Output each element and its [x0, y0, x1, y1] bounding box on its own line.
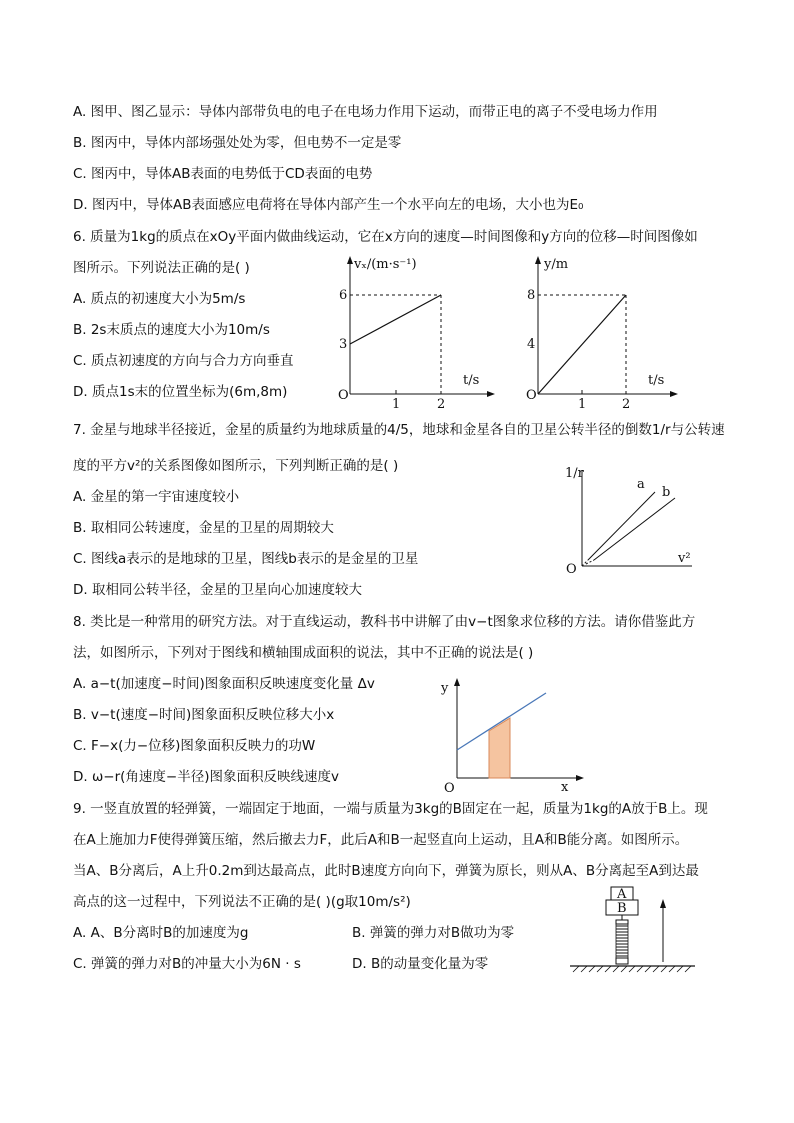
- q6-stem-line1: 6. 质量为1kg的质点在xOy平面内做曲线运动，它在x方向的速度—时间图像和y方向的位移—时间图像如: [73, 229, 698, 245]
- q5-option-b: B. 图丙中，导体内部场强处处为零，但电势不一定是零: [73, 135, 402, 151]
- q9-option-b: B. 弹簧的弹力对B做功为零: [352, 925, 515, 941]
- q6-graph-vx-xtick-2: 2: [437, 397, 446, 412]
- q9-block-b-label: B: [617, 901, 627, 916]
- q7-graph: [560, 462, 700, 577]
- q9-spring-figure: [565, 884, 700, 976]
- q9-stem-line1: 9. 一竖直放置的轻弹簧，一端固定于地面，一端与质量为3kg的B固定在一起，质量为1kg的A放于B上。现: [73, 801, 708, 817]
- q6-graph-vx: [330, 252, 495, 412]
- q6-graph-vx-xlabel: t/s: [463, 373, 480, 388]
- q8-graph-origin: O: [444, 781, 455, 796]
- q7-option-d: D. 取相同公转半径，金星的卫星向心加速度较大: [73, 582, 362, 598]
- q6-graph-y: [518, 252, 678, 412]
- q6-graph-y-ytick-4: 4: [527, 337, 536, 352]
- q6-graph-y-xtick-2: 2: [622, 397, 631, 412]
- q6-graph-vx-xtick-1: 1: [392, 397, 401, 412]
- q6-graph-vx-ylabel: vₓ/(m·s⁻¹): [354, 257, 417, 272]
- q6-stem-line2: 图所示。下列说法正确的是( ): [73, 260, 250, 276]
- q6-option-c: C. 质点初速度的方向与合力方向垂直: [73, 353, 294, 369]
- q8-graph: [440, 674, 585, 796]
- q9-stem-line4: 高点的这一过程中，下列说法不正确的是( )(g取10m/s²): [73, 894, 411, 910]
- q5-option-a: A. 图甲、图乙显示：导体内部带负电的电子在电场力作用下运动，而带正电的离子不受电场力作用: [73, 104, 658, 120]
- q9-option-c: C. 弹簧的弹力对B的冲量大小为6N · s: [73, 956, 301, 972]
- q8-option-d: D. ω−r(角速度−半径)图象面积反映线速度v: [73, 769, 339, 785]
- q6-option-d: D. 质点1s末的位置坐标为(6m,8m): [73, 384, 288, 400]
- q6-graph-vx-origin: O: [338, 388, 349, 403]
- q6-option-b: B. 2s末质点的速度大小为10m/s: [73, 322, 270, 338]
- q7-graph-ylabel: 1/r: [565, 466, 584, 481]
- q7-option-c: C. 图线a表示的是地球的卫星，图线b表示的是金星的卫星: [73, 551, 419, 567]
- q7-stem-line1: 7. 金星与地球半径接近，金星的质量约为地球质量的4/5，地球和金星各自的卫星公转半径的倒数1/r与公转速: [73, 422, 725, 438]
- q8-graph-ylabel: y: [441, 681, 449, 696]
- q6-graph-y-xlabel: t/s: [648, 373, 665, 388]
- q8-option-a: A. a−t(加速度−时间)图象面积反映速度变化量 Δv: [73, 676, 375, 692]
- q7-option-a: A. 金星的第一宇宙速度较小: [73, 489, 240, 505]
- q9-stem-line3: 当A、B分离后，A上升0.2m到达最高点，此时B速度方向向下，弹簧为原长，则从A、B分离起至A到达最: [73, 863, 699, 879]
- q7-stem-line2: 度的平方v²的关系图像如图所示，下列判断正确的是( ): [73, 458, 399, 474]
- q6-graph-y-ylabel: y/m: [544, 257, 569, 272]
- q9-option-a: A. A、B分离时B的加速度为g: [73, 925, 249, 941]
- q6-graph-vx-ytick-6: 6: [339, 288, 348, 303]
- q7-graph-line-a: a: [637, 477, 645, 492]
- q8-graph-xlabel: x: [561, 780, 569, 795]
- q6-option-a: A. 质点的初速度大小为5m/s: [73, 291, 246, 307]
- q7-graph-line-b: b: [662, 485, 671, 500]
- q8-stem-line1: 8. 类比是一种常用的研究方法。对于直线运动，教科书中讲解了由v−t图象求位移的方法。请你借鉴此方: [73, 614, 696, 630]
- q6-graph-y-origin: O: [526, 388, 537, 403]
- q8-option-c: C. F−x(力−位移)图象面积反映力的功W: [73, 738, 316, 754]
- q9-stem-line2: 在A上施加力F使得弹簧压缩，然后撤去力F，此后A和B一起竖直向上运动，且A和B能分离。如图所示。: [73, 832, 689, 848]
- q7-option-b: B. 取相同公转速度，金星的卫星的周期较大: [73, 520, 334, 536]
- q9-spring: [616, 926, 628, 956]
- q5-option-c: C. 图丙中，导体AB表面的电势低于CD表面的电势: [73, 166, 373, 182]
- q6-graph-vx-ytick-3: 3: [339, 337, 348, 352]
- q6-graph-y-ytick-8: 8: [527, 288, 536, 303]
- q8-stem-line2: 法，如图所示，下列对于图线和横轴围成面积的说法，其中不正确的说法是( ): [73, 645, 534, 661]
- q7-graph-xlabel: v²: [678, 551, 691, 566]
- q8-option-b: B. v−t(速度−时间)图象面积反映位移大小x: [73, 707, 335, 723]
- q7-graph-origin: O: [566, 562, 577, 577]
- q6-graph-y-xtick-1: 1: [578, 397, 587, 412]
- q9-option-d: D. B的动量变化量为零: [352, 956, 489, 972]
- q5-option-d: D. 图丙中，导体AB表面感应电荷将在导体内部产生一个水平向左的电场，大小也为E₀: [73, 197, 584, 213]
- q9-block-a-label: A: [617, 887, 627, 902]
